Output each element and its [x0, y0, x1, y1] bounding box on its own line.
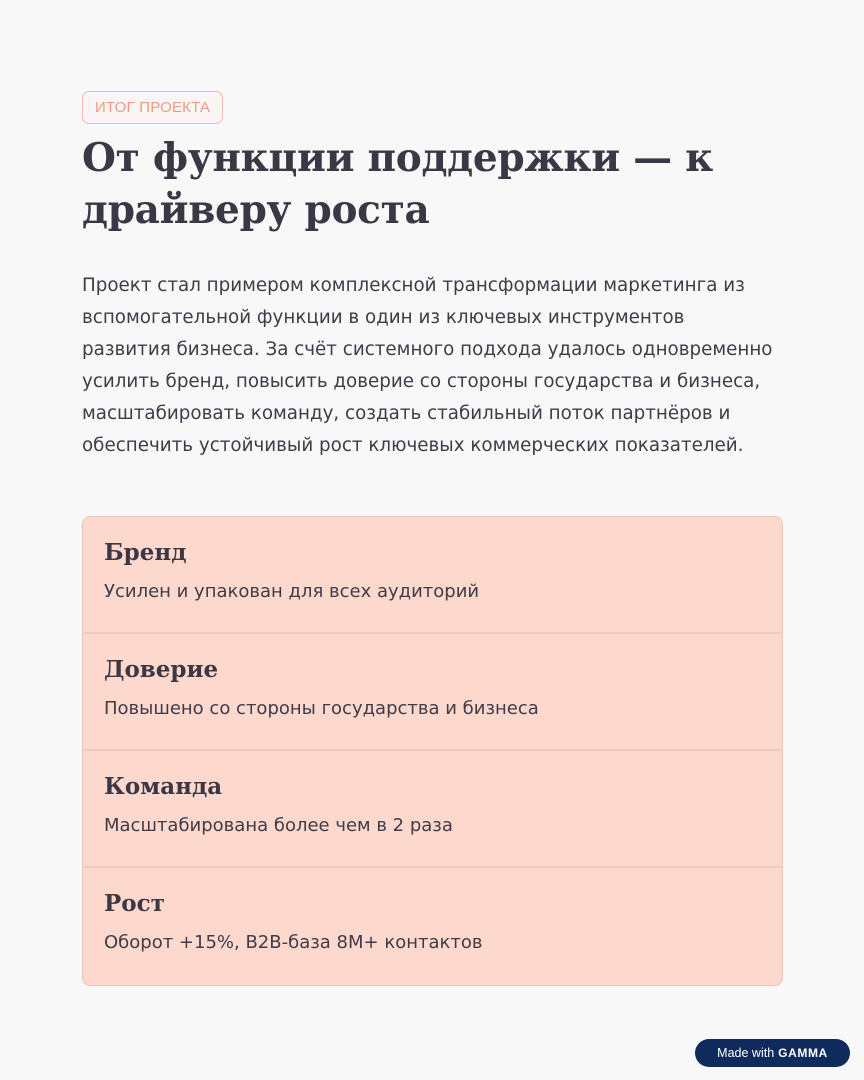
- lead-line: вспомогательной функции в один из ключевых инструментов: [82, 307, 685, 328]
- lead-line: развития бизнеса. За счёт системного подхода удалось одновременно: [82, 339, 773, 360]
- lead-line: Проект стал примером комплексной трансформации маркетинга из: [82, 275, 745, 296]
- result-card-title: Команда: [104, 773, 223, 800]
- result-card-text: Оборот +15%, B2B-база 8M+ контактов: [104, 932, 483, 953]
- result-card-title: Доверие: [104, 656, 219, 683]
- lead-line: обеспечить устойчивый рост ключевых коммерческих показателей.: [82, 435, 744, 456]
- gamma-logo-text: GAMMA: [778, 1046, 828, 1060]
- page-title-line-2: драйверу роста: [82, 187, 430, 233]
- lead-paragraph: [82, 270, 787, 462]
- result-card-title: Рост: [104, 890, 165, 917]
- page-title: [82, 132, 783, 236]
- lead-line: масштабировать команду, создать стабильный поток партнёров и: [82, 403, 731, 424]
- badge-prefix: Made with: [717, 1046, 775, 1060]
- lead-line: усилить бренд, повысить доверие со стороны государства и бизнеса,: [82, 371, 761, 392]
- result-card-trust: [83, 634, 782, 751]
- made-with-gamma-badge[interactable]: [695, 1039, 850, 1067]
- content: [82, 91, 783, 462]
- result-card-team: [83, 751, 782, 868]
- section-eyebrow-tag: ИТОГ ПРОЕКТА: [82, 91, 223, 124]
- result-card-text: Усилен и упакован для всех аудиторий: [104, 581, 480, 602]
- result-card-title: Бренд: [104, 539, 187, 566]
- page-title-line-1: От функции поддержки — к: [82, 135, 714, 181]
- result-card-growth: [83, 868, 782, 985]
- result-card-text: Масштабирована более чем в 2 раза: [104, 815, 453, 836]
- results-card-list: [82, 516, 783, 986]
- result-card-text: Повышено со стороны государства и бизнеса: [104, 698, 539, 719]
- result-card-brand: [83, 517, 782, 634]
